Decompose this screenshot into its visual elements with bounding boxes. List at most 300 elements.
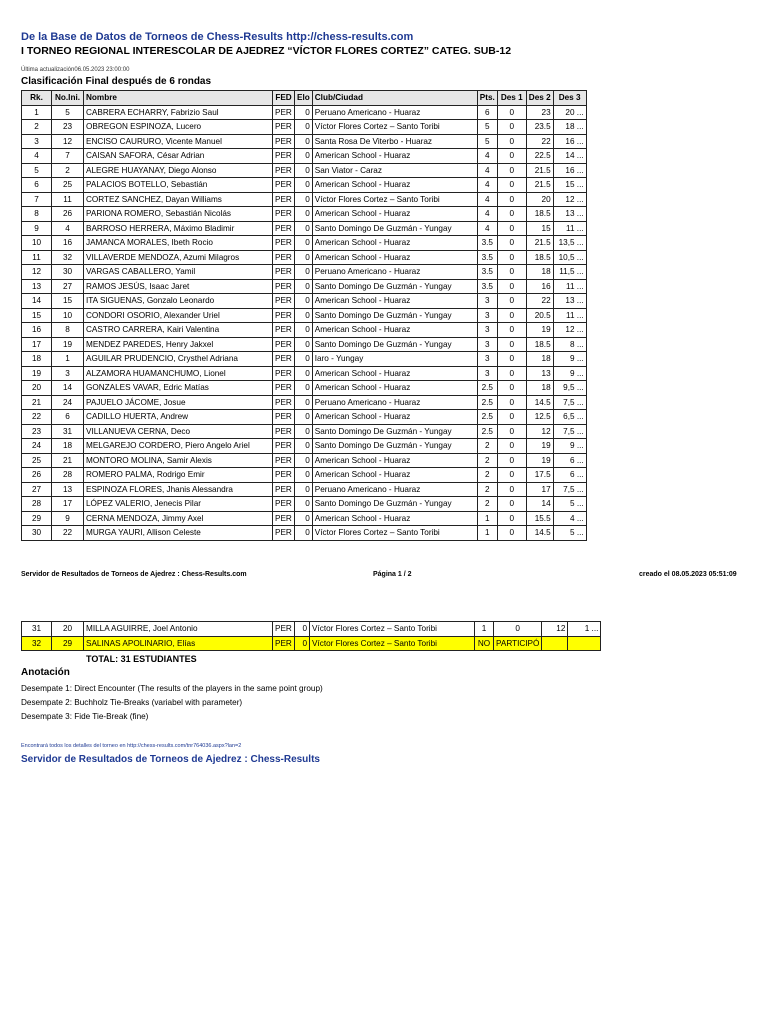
tiebreak2-cell: 13 [526, 366, 553, 381]
tiebreak3-cell: 11 ... [553, 279, 586, 294]
table-row [22, 395, 587, 410]
tiebreak2-cell: 20 [526, 192, 553, 207]
player-name-cell: PALACIOS BOTELLO, Sebastián [84, 178, 273, 193]
table-row [22, 105, 587, 120]
tiebreak3-cell: 13 ... [553, 294, 586, 309]
elo-cell: 0 [295, 134, 313, 149]
elo-cell: 0 [295, 636, 310, 651]
start-no-cell: 7 [52, 149, 84, 164]
table-row [22, 192, 587, 207]
rank-cell: 20 [22, 381, 52, 396]
rank-cell: 30 [22, 526, 52, 541]
start-no-cell: 25 [52, 178, 84, 193]
points-cell: 3.5 [477, 279, 497, 294]
col-name: Nombre [84, 91, 273, 106]
club-cell: American School - Huaraz [312, 453, 477, 468]
fed-cell: PER [273, 250, 295, 265]
elo-cell: 0 [295, 453, 313, 468]
points-cell: 3 [477, 323, 497, 338]
player-name-cell: PARIONA ROMERO, Sebastián Nicolás [84, 207, 273, 222]
player-name-cell: ALZAMORA HUAMANCHUMO, Lionel [84, 366, 273, 381]
table-row [22, 439, 587, 454]
tiebreak2-cell: 23 [526, 105, 553, 120]
player-name-cell: GONZALES VAVAR, Edric Matías [84, 381, 273, 396]
standings-body [22, 105, 587, 540]
rank-cell: 29 [22, 511, 52, 526]
tiebreak2-cell: 19 [526, 439, 553, 454]
club-cell: American School - Huaraz [312, 236, 477, 251]
rank-cell: 22 [22, 410, 52, 425]
col-tb2: Des 2 [526, 91, 553, 106]
player-name-cell: MELGAREJO CORDERO, Piero Angelo Ariel [84, 439, 273, 454]
fed-cell: PER [273, 265, 295, 280]
elo-cell: 0 [295, 511, 313, 526]
club-cell: Santo Domingo De Guzmán - Yungay [312, 279, 477, 294]
col-club: Club/Ciudad [312, 91, 477, 106]
start-no-cell: 3 [52, 366, 84, 381]
tiebreak1-cell: 0 [497, 149, 526, 164]
col-rank: Rk. [22, 91, 52, 106]
start-no-cell: 5 [52, 105, 84, 120]
points-cell: 4 [477, 163, 497, 178]
start-no-cell: 6 [52, 410, 84, 425]
status-cell-b: PARTICIPÓ [494, 636, 542, 651]
player-name-cell: VARGAS CABALLERO, Yamil [84, 265, 273, 280]
tiebreak3-cell: 11 ... [553, 221, 586, 236]
player-name-cell: VILLAVERDE MENDOZA, Azumi Milagros [84, 250, 273, 265]
points-cell: 4 [477, 178, 497, 193]
table-row [22, 265, 587, 280]
elo-cell: 0 [295, 149, 313, 164]
club-cell: San Viator - Caraz [312, 163, 477, 178]
col-tb3: Des 3 [553, 91, 586, 106]
club-cell: American School - Huaraz [312, 149, 477, 164]
tournament-title: I TORNEO REGIONAL INTERESCOLAR DE AJEDREZ “VÍCTOR FLORES CORTEZ” CATEG. SUB-12 [21, 45, 512, 57]
elo-cell: 0 [295, 294, 313, 309]
tiebreak3-cell: 13 ... [553, 207, 586, 222]
fed-cell: PER [273, 178, 295, 193]
start-no-cell: 24 [52, 395, 84, 410]
start-no-cell: 4 [52, 221, 84, 236]
tiebreak3-cell: 12 ... [553, 323, 586, 338]
start-no-cell: 26 [52, 207, 84, 222]
tiebreak1-cell: 0 [497, 323, 526, 338]
points-cell: 3.5 [477, 250, 497, 265]
annotation-title: Anotación [21, 667, 70, 678]
fed-cell: PER [273, 366, 295, 381]
fed-cell: PER [273, 468, 295, 483]
elo-cell: 0 [295, 526, 313, 541]
tiebreak-3: Desempate 3: Fide Tie-Break (fine) [21, 712, 149, 721]
fed-cell: PER [273, 105, 295, 120]
start-no-cell: 8 [52, 323, 84, 338]
tiebreak1-cell: 0 [497, 163, 526, 178]
tiebreak3-cell: 12 ... [553, 192, 586, 207]
tiebreak3-cell: 9,5 ... [553, 381, 586, 396]
table-row [22, 308, 587, 323]
fed-cell: PER [273, 134, 295, 149]
elo-cell: 0 [295, 163, 313, 178]
tiebreak1-cell: 0 [497, 468, 526, 483]
fed-cell: PER [273, 636, 295, 651]
tiebreak2-cell: 15 [526, 221, 553, 236]
tiebreak3-cell: 9 ... [553, 352, 586, 367]
table-row [22, 526, 587, 541]
tiebreak1-cell: 0 [497, 366, 526, 381]
fed-cell: PER [273, 163, 295, 178]
start-no-cell: 17 [52, 497, 84, 512]
table-row [22, 163, 587, 178]
elo-cell: 0 [295, 105, 313, 120]
points-cell: 3.5 [477, 265, 497, 280]
club-cell: Víctor Flores Cortez – Santo Toribi [312, 526, 477, 541]
club-cell: American School - Huaraz [312, 207, 477, 222]
fed-cell: PER [273, 221, 295, 236]
rank-cell: 32 [22, 636, 52, 651]
table-row [22, 424, 587, 439]
points-cell: 6 [477, 105, 497, 120]
tiebreak2-cell: 22.5 [526, 149, 553, 164]
points-cell: 3 [477, 308, 497, 323]
club-cell: Santo Domingo De Guzmán - Yungay [312, 497, 477, 512]
club-cell: Santo Domingo De Guzmán - Yungay [312, 308, 477, 323]
table-row [22, 178, 587, 193]
elo-cell: 0 [295, 192, 313, 207]
tiebreak3-cell: 6,5 ... [553, 410, 586, 425]
tiebreak3-cell: 7,5 ... [553, 395, 586, 410]
start-no-cell: 16 [52, 236, 84, 251]
tiebreak1-cell: 0 [497, 207, 526, 222]
tiebreak2-cell: 15.5 [526, 511, 553, 526]
club-cell: Santo Domingo De Guzmán - Yungay [312, 337, 477, 352]
tiebreak2-cell: 14.5 [526, 395, 553, 410]
fed-cell: PER [273, 337, 295, 352]
start-no-cell: 15 [52, 294, 84, 309]
club-cell: American School - Huaraz [312, 178, 477, 193]
tiebreak3-cell: 6 ... [553, 468, 586, 483]
col-start-no: No.Ini. [52, 91, 84, 106]
player-name-cell: CADILLO HUERTA, Andrew [84, 410, 273, 425]
start-no-cell: 9 [52, 511, 84, 526]
player-name-cell: MURGA YAURI, Allison Celeste [84, 526, 273, 541]
tiebreak3-cell: 8 ... [553, 337, 586, 352]
points-cell: 5 [477, 134, 497, 149]
fed-cell: PER [273, 207, 295, 222]
fed-cell: PER [273, 526, 295, 541]
fed-cell: PER [273, 439, 295, 454]
club-cell: Peruano Americano - Huaraz [312, 265, 477, 280]
tiebreak1-cell: 0 [494, 622, 542, 637]
rank-cell: 31 [22, 622, 52, 637]
table-row [22, 497, 587, 512]
col-fed: FED [273, 91, 295, 106]
rank-cell: 16 [22, 323, 52, 338]
tiebreak3-cell: 5 ... [553, 497, 586, 512]
elo-cell: 0 [295, 468, 313, 483]
rank-cell: 14 [22, 294, 52, 309]
club-cell: American School - Huaraz [312, 323, 477, 338]
table-row [22, 453, 587, 468]
elo-cell: 0 [295, 482, 313, 497]
rank-cell: 11 [22, 250, 52, 265]
tiebreak1-cell: 0 [497, 178, 526, 193]
start-no-cell: 30 [52, 265, 84, 280]
tiebreak2-cell: 21.5 [526, 236, 553, 251]
tiebreak1-cell: 0 [497, 105, 526, 120]
elo-cell: 0 [295, 352, 313, 367]
standings-table [21, 90, 587, 541]
player-name-cell: CAISAN SAFORA, César Adrian [84, 149, 273, 164]
server-link[interactable]: Servidor de Resultados de Torneos de Ajedrez : Chess-Results [21, 754, 320, 765]
tiebreak2-cell: 18.5 [526, 250, 553, 265]
header-row [22, 91, 587, 106]
table-row [22, 337, 587, 352]
tiebreak1-cell: 0 [497, 352, 526, 367]
points-cell: 3 [477, 337, 497, 352]
player-name-cell: BARROSO HERRERA, Máximo Bladimir [84, 221, 273, 236]
rank-cell: 19 [22, 366, 52, 381]
points-cell: 2.5 [477, 381, 497, 396]
club-cell: Peruano Americano - Huaraz [312, 105, 477, 120]
col-elo: Elo [295, 91, 313, 106]
club-cell: American School - Huaraz [312, 468, 477, 483]
fed-cell: PER [273, 192, 295, 207]
elo-cell: 0 [295, 424, 313, 439]
fed-cell: PER [273, 482, 295, 497]
rank-cell: 24 [22, 439, 52, 454]
tiebreak2-cell: 12.5 [526, 410, 553, 425]
tiebreak3-cell: 9 ... [553, 439, 586, 454]
table-row [22, 511, 587, 526]
table-row [22, 236, 587, 251]
tiebreak2-cell: 17.5 [526, 468, 553, 483]
elo-cell: 0 [295, 410, 313, 425]
player-name-cell: MONTORO MOLINA, Samir Alexis [84, 453, 273, 468]
tiebreak1-cell: 0 [497, 120, 526, 135]
fed-cell: PER [273, 410, 295, 425]
club-cell: Peruano Americano - Huaraz [312, 395, 477, 410]
fed-cell: PER [273, 352, 295, 367]
points-cell: 2.5 [477, 395, 497, 410]
fed-cell: PER [273, 308, 295, 323]
player-name-cell: RAMOS JESÚS, Isaac Jaret [84, 279, 273, 294]
club-cell: Santo Domingo De Guzmán - Yungay [312, 439, 477, 454]
club-cell: Víctor Flores Cortez – Santo Toribi [312, 120, 477, 135]
empty-cell [568, 636, 601, 651]
tiebreak2-cell: 20.5 [526, 308, 553, 323]
tiebreak1-cell: 0 [497, 526, 526, 541]
col-tb1: Des 1 [497, 91, 526, 106]
tiebreak3-cell: 7,5 ... [553, 482, 586, 497]
tiebreak2-cell: 17 [526, 482, 553, 497]
player-name-cell: AGUILAR PRUDENCIO, Crysthel Adriana [84, 352, 273, 367]
tiebreak1-cell: 0 [497, 250, 526, 265]
tiebreak2-cell: 22 [526, 294, 553, 309]
fed-cell: PER [273, 511, 295, 526]
total-students: TOTAL: 31 ESTUDIANTES [86, 654, 197, 664]
start-no-cell: 23 [52, 120, 84, 135]
elo-cell: 0 [295, 308, 313, 323]
club-cell: American School - Huaraz [312, 366, 477, 381]
table-row [22, 221, 587, 236]
start-no-cell: 2 [52, 163, 84, 178]
points-cell: 1 [477, 526, 497, 541]
tiebreak3-cell: 6 ... [553, 453, 586, 468]
elo-cell: 0 [295, 279, 313, 294]
tiebreak-1: Desempate 1: Direct Encounter (The results of the players in the same point group) [21, 684, 323, 693]
fed-cell: PER [273, 424, 295, 439]
player-name-cell: ITA SIGUENAS, Gonzalo Leonardo [84, 294, 273, 309]
tiebreak1-cell: 0 [497, 221, 526, 236]
points-cell: 1 [477, 511, 497, 526]
player-name-cell: ROMERO PALMA, Rodrigo Emir [84, 468, 273, 483]
tiebreak1-cell: 0 [497, 337, 526, 352]
rank-cell: 23 [22, 424, 52, 439]
table-row [22, 323, 587, 338]
details-link[interactable]: Encontrará todos los detalles del torneo en http://chess-results.com/tnr764036.aspx?lan=2 [21, 743, 242, 749]
tiebreak3-cell: 5 ... [553, 526, 586, 541]
table-row [22, 120, 587, 135]
rank-cell: 25 [22, 453, 52, 468]
points-cell: 3 [477, 366, 497, 381]
fed-cell: PER [273, 323, 295, 338]
source-line[interactable]: De la Base de Datos de Torneos de Chess-Results http://chess-results.com [21, 31, 414, 43]
elo-cell: 0 [295, 366, 313, 381]
tiebreak2-cell: 21.5 [526, 178, 553, 193]
rank-cell: 15 [22, 308, 52, 323]
tiebreak3-cell: 15 ... [553, 178, 586, 193]
rank-cell: 21 [22, 395, 52, 410]
tiebreak1-cell: 0 [497, 497, 526, 512]
fed-cell: PER [273, 279, 295, 294]
tiebreak2-cell: 16 [526, 279, 553, 294]
elo-cell: 0 [295, 178, 313, 193]
standings-body-page2 [22, 622, 601, 637]
tiebreak2-cell: 19 [526, 323, 553, 338]
club-cell: Víctor Flores Cortez – Santo Toribi [312, 192, 477, 207]
start-no-cell: 20 [52, 622, 84, 637]
start-no-cell: 22 [52, 526, 84, 541]
tiebreak1-cell: 0 [497, 308, 526, 323]
elo-cell: 0 [295, 323, 313, 338]
start-no-cell: 1 [52, 352, 84, 367]
start-no-cell: 13 [52, 482, 84, 497]
player-name-cell: CABRERA ECHARRY, Fabrizio Saul [84, 105, 273, 120]
rank-cell: 5 [22, 163, 52, 178]
rank-cell: 26 [22, 468, 52, 483]
table-row [22, 352, 587, 367]
tiebreak2-cell: 18.5 [526, 207, 553, 222]
club-cell: American School - Huaraz [312, 410, 477, 425]
rank-cell: 7 [22, 192, 52, 207]
tiebreak2-cell: 18 [526, 352, 553, 367]
elo-cell: 0 [295, 381, 313, 396]
elo-cell: 0 [295, 622, 310, 637]
player-name-cell: OBREGON ESPINOZA, Lucero [84, 120, 273, 135]
footer-page: Página 1 / 2 [373, 571, 412, 578]
elo-cell: 0 [295, 497, 313, 512]
empty-cell [542, 636, 568, 651]
points-cell: 4 [477, 192, 497, 207]
player-name-cell: CASTRO CARRERA, Kairi Valentina [84, 323, 273, 338]
points-cell: 2 [477, 468, 497, 483]
tiebreak2-cell: 18 [526, 265, 553, 280]
table-row [22, 294, 587, 309]
points-cell: 1 [475, 622, 494, 637]
rank-cell: 6 [22, 178, 52, 193]
points-cell: 5 [477, 120, 497, 135]
standings-table-page2 [21, 621, 601, 651]
fed-cell: PER [273, 120, 295, 135]
rank-cell: 2 [22, 120, 52, 135]
tiebreak2-cell: 14.5 [526, 526, 553, 541]
start-no-cell: 29 [52, 636, 84, 651]
club-cell: Santo Domingo De Guzmán - Yungay [312, 424, 477, 439]
club-cell: Santa Rosa De Viterbo - Huaraz [312, 134, 477, 149]
rank-cell: 13 [22, 279, 52, 294]
tiebreak3-cell: 13,5 ... [553, 236, 586, 251]
tiebreak1-cell: 0 [497, 265, 526, 280]
fed-cell: PER [273, 453, 295, 468]
club-cell: Peruano Americano - Huaraz [312, 482, 477, 497]
points-cell: 2 [477, 453, 497, 468]
points-cell: 4 [477, 207, 497, 222]
player-name-cell: LÓPEZ VALERIO, Jenecis Pilar [84, 497, 273, 512]
tiebreak3-cell: 1 ... [568, 622, 601, 637]
tiebreak1-cell: 0 [497, 395, 526, 410]
fed-cell: PER [273, 497, 295, 512]
player-name-cell: ESPINOZA FLORES, Jhanis Alessandra [84, 482, 273, 497]
tiebreak1-cell: 0 [497, 134, 526, 149]
elo-cell: 0 [295, 221, 313, 236]
col-pts: Pts. [477, 91, 497, 106]
table-row [22, 149, 587, 164]
points-cell: 3 [477, 294, 497, 309]
tiebreak1-cell: 0 [497, 453, 526, 468]
start-no-cell: 27 [52, 279, 84, 294]
club-cell: Víctor Flores Cortez – Santo Toribi [310, 622, 475, 637]
club-cell: Iaro - Yungay [312, 352, 477, 367]
non-participant-row [22, 636, 601, 651]
points-cell: 3 [477, 352, 497, 367]
start-no-cell: 19 [52, 337, 84, 352]
points-cell: 4 [477, 149, 497, 164]
player-name-cell: ENCISO CAURURO, Vicente Manuel [84, 134, 273, 149]
standings-subtitle: Clasificación Final después de 6 rondas [21, 76, 212, 87]
points-cell: 2 [477, 482, 497, 497]
start-no-cell: 31 [52, 424, 84, 439]
rank-cell: 12 [22, 265, 52, 280]
fed-cell: PER [273, 395, 295, 410]
elo-cell: 0 [295, 337, 313, 352]
tiebreak1-cell: 0 [497, 294, 526, 309]
points-cell: 3.5 [477, 236, 497, 251]
table-row [22, 410, 587, 425]
player-name-cell: VILLANUEVA CERNA, Deco [84, 424, 273, 439]
points-cell: 2.5 [477, 424, 497, 439]
tiebreak3-cell: 16 ... [553, 163, 586, 178]
tiebreak1-cell: 0 [497, 236, 526, 251]
tiebreak2-cell: 22 [526, 134, 553, 149]
player-name-cell: MENDEZ PAREDES, Henry Jakxel [84, 337, 273, 352]
table-row [22, 482, 587, 497]
tiebreak3-cell: 16 ... [553, 134, 586, 149]
table-row [22, 622, 601, 637]
tiebreak2-cell: 18 [526, 381, 553, 396]
tiebreak1-cell: 0 [497, 192, 526, 207]
start-no-cell: 14 [52, 381, 84, 396]
points-cell: 4 [477, 221, 497, 236]
